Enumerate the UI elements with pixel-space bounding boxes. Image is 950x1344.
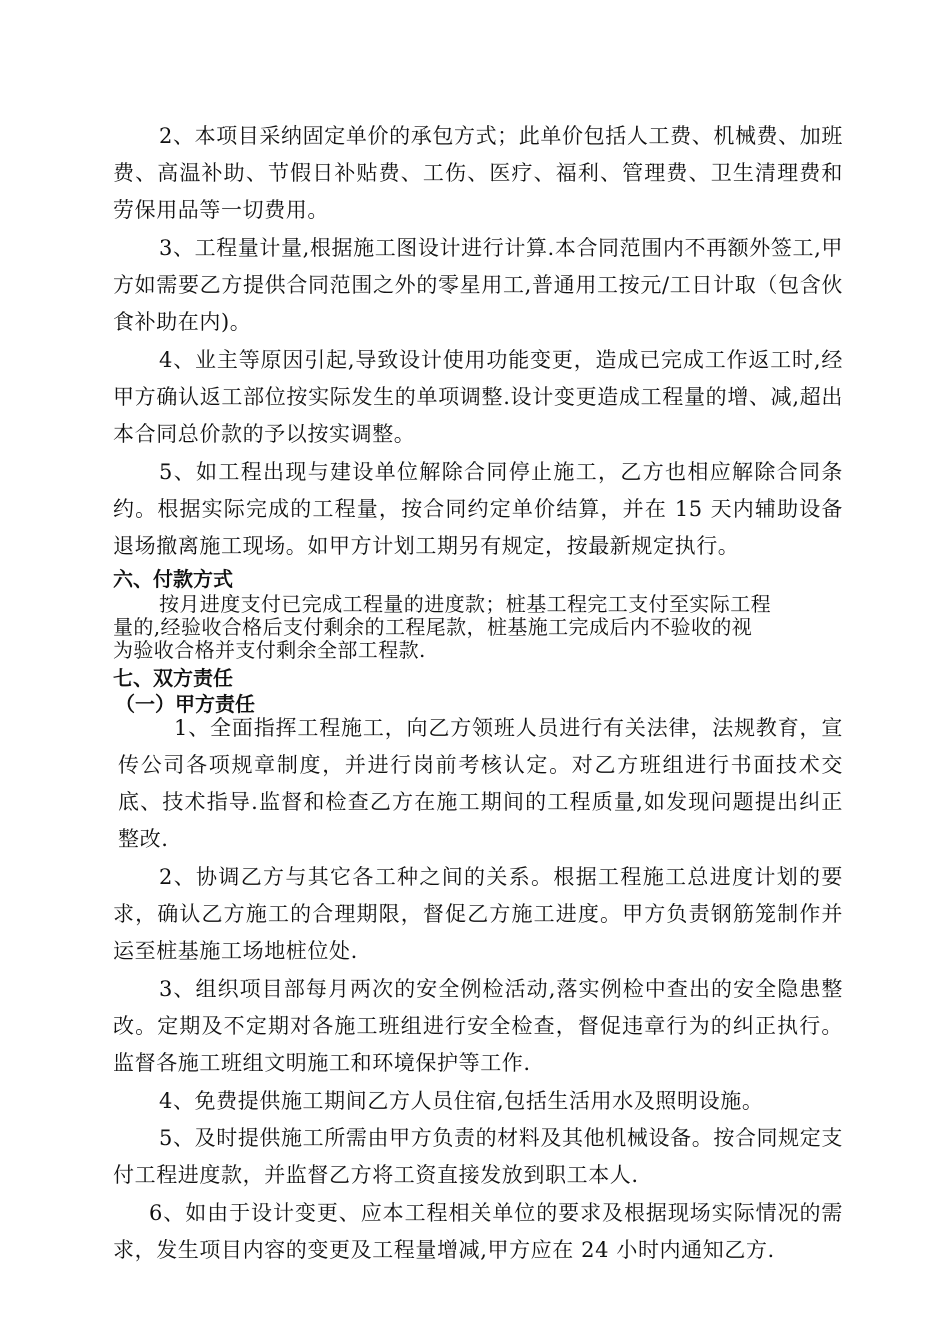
section-6-heading: 六、付款方式 — [113, 567, 233, 591]
section-6-body — [113, 593, 843, 662]
clause-5-paragraph: 5、如工程出现与建设单位解除合同停止施工，乙方也相应解除合同条约。根据实际完成的工程量，按合同约定单价结算，并在 15 天内辅助设备退场撤离施工现场。如甲方计划工期另有规定，按最新规定执行。 — [113, 460, 843, 558]
clause-3-paragraph: 3、工程量计量,根据施工图设计进行计算.本合同范围内不再额外签工,甲方如需要乙方提供合同范围之外的零星用工,普通用工按元/工日计取（包含伙食补助在内)。 — [113, 236, 843, 334]
party-a-item-1: 1、全面指挥工程施工，向乙方领班人员进行有关法律，法规教育，宣传公司各项规章制度，并进行岗前考核认定。对乙方班组进行书面技术交底、技术指导.监督和检查乙方在施工期间的工程质量,如发现问题提出纠正整改. — [118, 716, 843, 851]
section-6-line: 量的,经验收合格后支付剩余的工程尾款，桩基施工完成后内不验收的视 — [113, 615, 753, 639]
section-7-heading: 七、双方责任 — [113, 666, 233, 690]
party-a-item-5: 5、及时提供施工所需由甲方负责的材料及其他机械设备。按合同规定支付工程进度款，并监督乙方将工资直接发放到职工本人. — [113, 1126, 843, 1187]
party-a-item-3: 3、组织项目部每月两次的安全例检活动,落实例检中查出的安全隐患整改。定期及不定期对各施工班组进行安全检查，督促违章行为的纠正执行。监督各施工班组文明施工和环境保护等工作. — [113, 977, 843, 1075]
party-a-responsibility-heading: （一）甲方责任 — [115, 692, 255, 716]
section-6-line: 为验收合格并支付剩余全部工程款. — [113, 638, 426, 662]
clause-2-paragraph: 2、本项目采纳固定单价的承包方式；此单价包括人工费、机械费、加班费、高温补助、节假日补贴费、工伤、医疗、福利、管理费、卫生清理费和劳保用品等一切费用。 — [113, 124, 843, 222]
party-a-item-2: 2、协调乙方与其它各工种之间的关系。根据工程施工总进度计划的要求，确认乙方施工的合理期限，督促乙方施工进度。甲方负责钢筋笼制作并运至桩基施工场地桩位处. — [113, 865, 843, 963]
section-6-line: 按月进度支付已完成工程量的进度款；桩基工程完工支付至实际工程 — [159, 592, 771, 616]
clause-4-paragraph: 4、业主等原因引起,导致设计使用功能变更，造成已完成工作返工时,经甲方确认返工部位按实际发生的单项调整.设计变更造成工程量的增、减,超出本合同总价款的予以按实调整。 — [113, 348, 843, 446]
party-a-item-4: 4、免费提供施工期间乙方人员住宿,包括生活用水及照明设施。 — [159, 1089, 764, 1113]
party-a-item-6: 6、如由于设计变更、应本工程相关单位的要求及根据现场实际情况的需求，发生项目内容的变更及工程量增减,甲方应在 24 小时内通知乙方. — [113, 1201, 843, 1262]
